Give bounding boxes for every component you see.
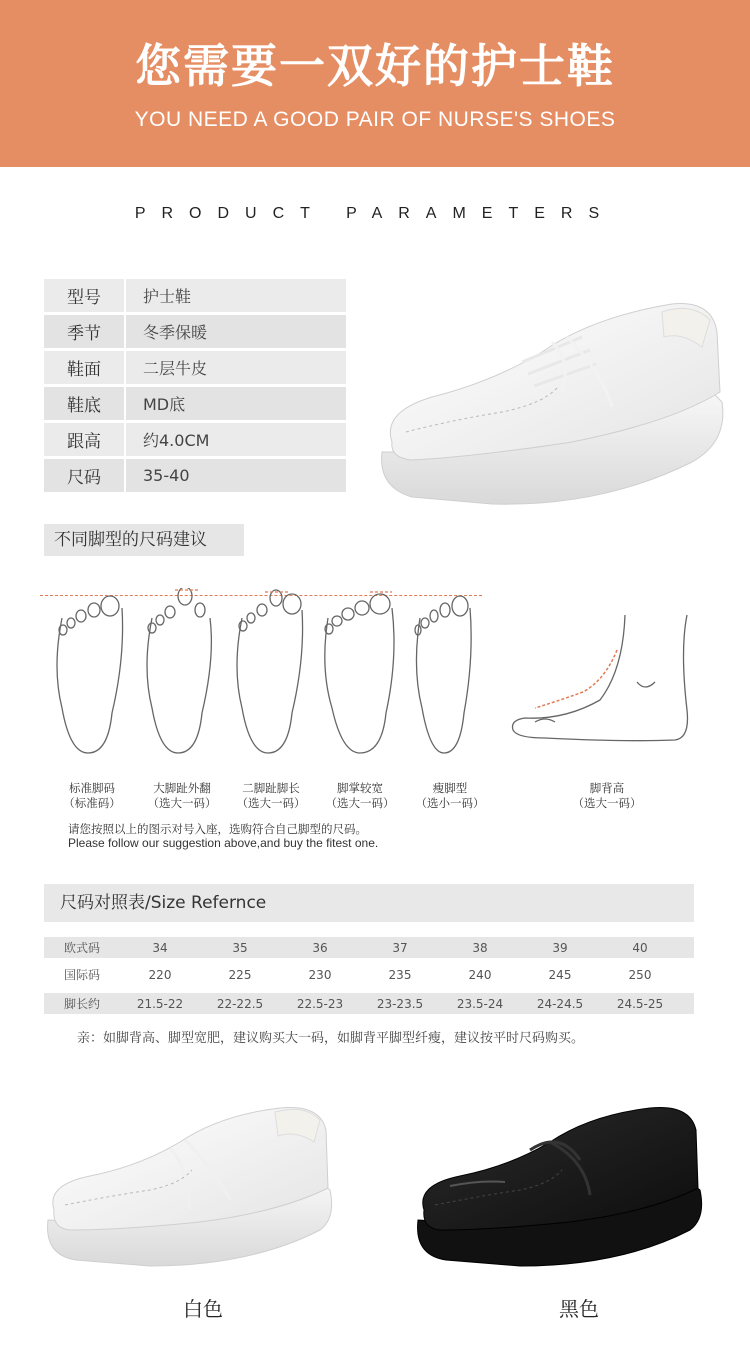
foot-type-label: 二脚趾脚长 （选大一码） [236,781,306,810]
white-shoe-image [372,292,732,512]
section-header: PRODUCT PARAMETERS [134,205,616,222]
color-label-white: 白色 [183,1297,223,1321]
param-row [44,459,346,492]
param-row [44,387,346,420]
param-row [44,279,346,312]
param-key: 鞋面 [44,351,126,384]
banner-subtitle: YOU NEED A GOOD PAIR OF NURSE'S SHOES [134,108,616,131]
size-row-intl: 国际码 220 225 230 235 240 245 250 [63,967,652,982]
param-key: 型号 [44,279,126,312]
param-value: 35-40 [143,466,190,485]
param-value: MD底 [143,395,186,414]
param-row [44,423,346,456]
foot-type-label: 脚背高 （选大一码） [572,781,642,810]
param-value: 冬季保暖 [143,323,208,342]
parameters-table [44,279,346,495]
foot-type-label: 瘦脚型 （选小一码） [415,781,485,810]
param-value: 护士鞋 [143,287,192,306]
suggestion-note-en: Please follow our suggestion above,and buy the fitest one. [68,836,379,850]
param-row [44,351,346,384]
foot-outlines [40,588,490,768]
size-table-title: 尺码对照表/Size Refernce [44,884,694,922]
white-shoe-image [40,1100,340,1275]
param-key: 鞋底 [44,387,126,420]
param-value: 约4.0CM [143,431,210,450]
color-label-black: 黑色 [559,1297,599,1321]
suggestion-note-cn: 请您按照以上的图示对号入座，选购符合自己脚型的尺码。 [68,822,367,836]
param-value: 二层牛皮 [143,359,208,378]
foot-type-label: 大脚趾外翻 （选大一码） [147,781,217,810]
foot-type-label: 脚掌较宽 （选大一码） [325,781,395,810]
param-row [44,315,346,348]
size-row-eu: 欧式码 34 35 36 37 38 39 40 [44,937,694,958]
param-key: 尺码 [44,459,126,492]
param-key: 季节 [44,315,126,348]
high-instep-foot [505,610,695,750]
param-key: 跟高 [44,423,126,456]
banner-title: 您需要一双好的护士鞋 [135,39,615,93]
size-row-foot-length: 脚长约 21.5-22 22-22.5 22.5-23 23-23.5 23.5-24 24-24.5 24.5-25 [44,993,694,1014]
suggestion-title: 不同脚型的尺码建议 [44,524,244,556]
size-note: 亲：如脚背高、脚型宽肥，建议购买大一码，如脚背平脚型纤瘦，建议按平时尺码购买。 [77,1031,585,1046]
black-shoe-image [410,1100,710,1275]
foot-type-label: 标准脚码 （标准码） [63,781,121,810]
